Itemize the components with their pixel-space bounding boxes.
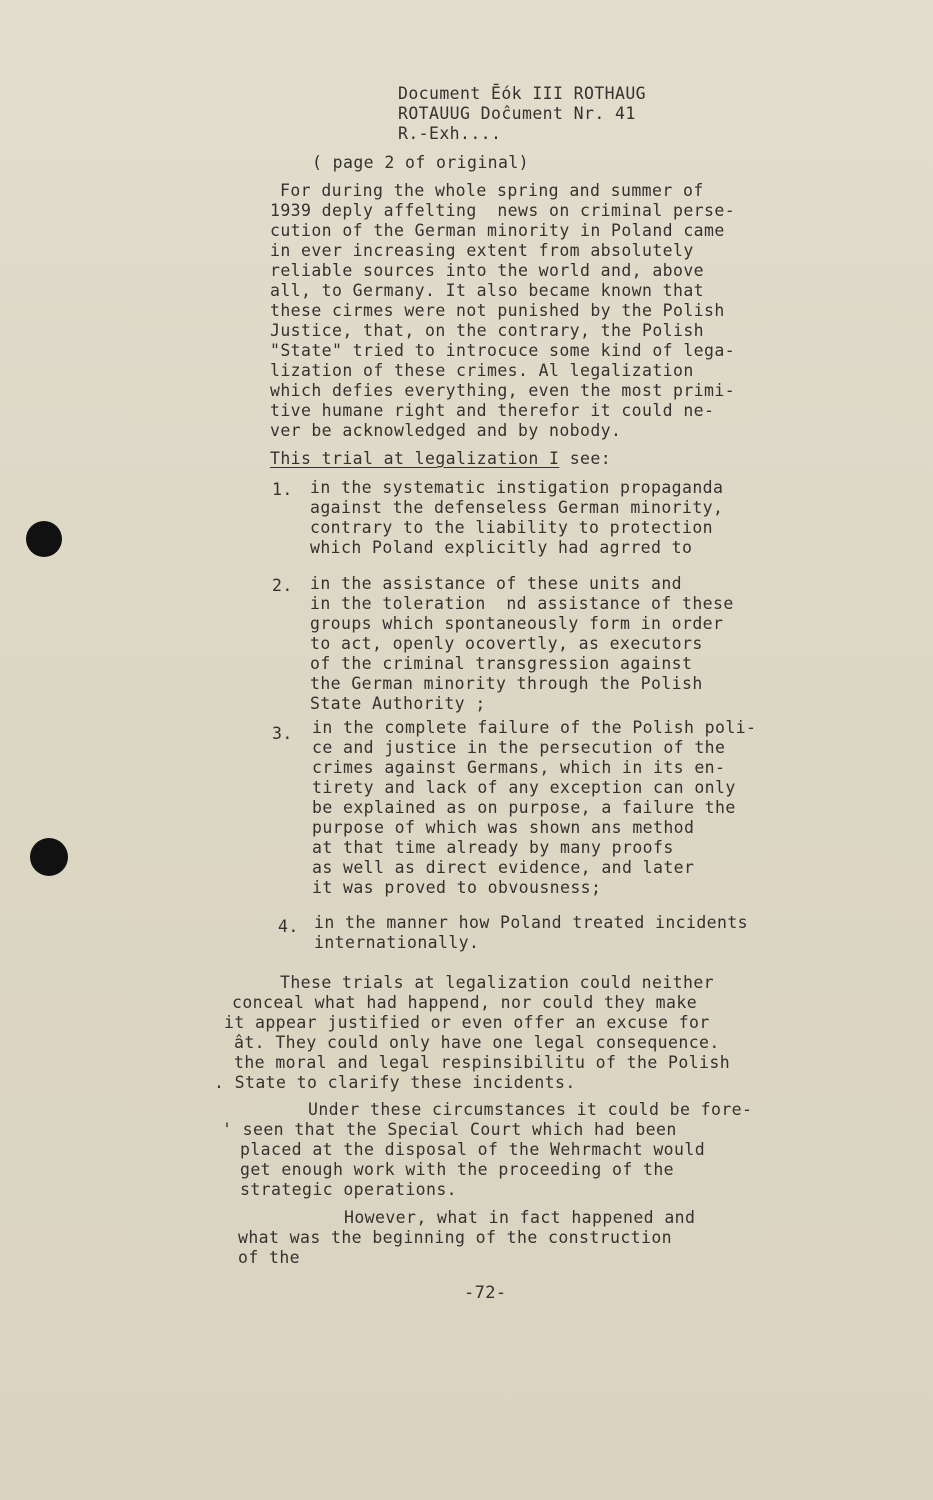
punch-hole (26, 521, 62, 557)
paragraph-line: 1939 deply affelting news on criminal perse- (270, 201, 736, 220)
paragraph-line: it appear justified or even offer an excuse for (224, 1013, 710, 1032)
item-number: 4. (278, 917, 299, 936)
page-number: -72- (464, 1283, 507, 1303)
item-number: 1. (272, 480, 293, 499)
paragraph-line: get enough work with the proceeding of the (240, 1160, 675, 1179)
paragraph-line: placed at the disposal of the Wehrmacht would (240, 1140, 706, 1159)
item-line: crimes against Germans, which in its en- (312, 758, 726, 777)
item-line: internationally. (314, 933, 480, 952)
exhibit-label: R.-Exh.... (398, 124, 502, 143)
item-number: 3. (272, 724, 293, 743)
item-line: in the assistance of these units and (310, 574, 683, 593)
page-reference: ( page 2 of original) (312, 153, 530, 172)
paragraph-line: These trials at legalization could neither (280, 973, 715, 992)
paragraph-line: reliable sources into the world and, above (270, 261, 705, 280)
item-line: ce and justice in the persecution of the (312, 738, 726, 757)
paragraph-line: in ever increasing extent from absolutely (270, 241, 694, 260)
paragraph-line: all, to Germany. It also became known that (270, 281, 705, 300)
item-line: it was proved to obvousness; (312, 878, 602, 897)
document-number: ROTAUUG Doĉument Nr. 41 (398, 104, 636, 123)
paragraph-line: tive humane right and therefor it could ne- (270, 401, 715, 420)
paragraph-line: these cirmes were not punished by the Polish (270, 301, 725, 320)
item-line: which Poland explicitly had agrred to (310, 538, 693, 557)
document-reference: Document Ḗok III ROTHAUG (398, 84, 647, 103)
paragraph-line: strategic operations. (240, 1180, 458, 1199)
paragraph-line: ver be acknowledged and by nobody. (270, 421, 622, 440)
section-heading (270, 449, 611, 469)
item-line: in the manner how Poland treated incidents (314, 913, 749, 932)
paragraph-line: For during the whole spring and summer of (280, 181, 704, 200)
section-heading-underlined: This trial at legalization I (270, 449, 560, 468)
paragraph-line: what was the beginning of the construction (238, 1228, 673, 1247)
punch-hole (30, 838, 68, 876)
paragraph-line: which defies everything, even the most primi- (270, 381, 736, 400)
paragraph-line: conceal what had happend, nor could they make (232, 993, 698, 1012)
item-line: groups which spontaneously form in order (310, 614, 724, 633)
paragraph-line: "State" tried to introcuce some kind of lega- (270, 341, 736, 360)
item-line: the German minority through the Polish (310, 674, 703, 693)
paragraph-line: However, what in fact happened and (344, 1208, 696, 1227)
paragraph-line: of the (238, 1248, 301, 1267)
item-line: State Authority ; (310, 694, 486, 713)
item-line: in the systematic instigation propaganda (310, 478, 724, 497)
paragraph-line: Under these circumstances it could be fore- (308, 1100, 753, 1119)
item-line: in the complete failure of the Polish poli- (312, 718, 757, 737)
item-line: tirety and lack of any exception can only (312, 778, 736, 797)
paragraph-line: the moral and legal respinsibilitu of the Polish (234, 1053, 731, 1072)
item-line: in the toleration nd assistance of these (310, 594, 734, 613)
item-line: of the criminal transgression against (310, 654, 693, 673)
paragraph-line: ât. They could only have one legal consequence. (234, 1033, 720, 1052)
item-line: purpose of which was shown ans method (312, 818, 695, 837)
section-heading-rest: see: (559, 449, 612, 468)
item-line: at that time already by many proofs (312, 838, 674, 857)
item-line: contrary to the liability to protection (310, 518, 714, 537)
item-line: to act, openly ocovertly, as executors (310, 634, 703, 653)
paragraph-line: Justice, that, on the contrary, the Polish (270, 321, 705, 340)
paragraph-line: . State to clarify these incidents. (214, 1073, 576, 1092)
item-line: be explained as on purpose, a failure the (312, 798, 736, 817)
paragraph-line: lization of these crimes. Al legalization (270, 361, 694, 380)
item-number: 2. (272, 576, 293, 595)
item-line: against the defenseless German minority, (310, 498, 724, 517)
paragraph-line: ' seen that the Special Court which had been (222, 1120, 677, 1139)
item-line: as well as direct evidence, and later (312, 858, 695, 877)
paragraph-line: cution of the German minority in Poland came (270, 221, 725, 240)
